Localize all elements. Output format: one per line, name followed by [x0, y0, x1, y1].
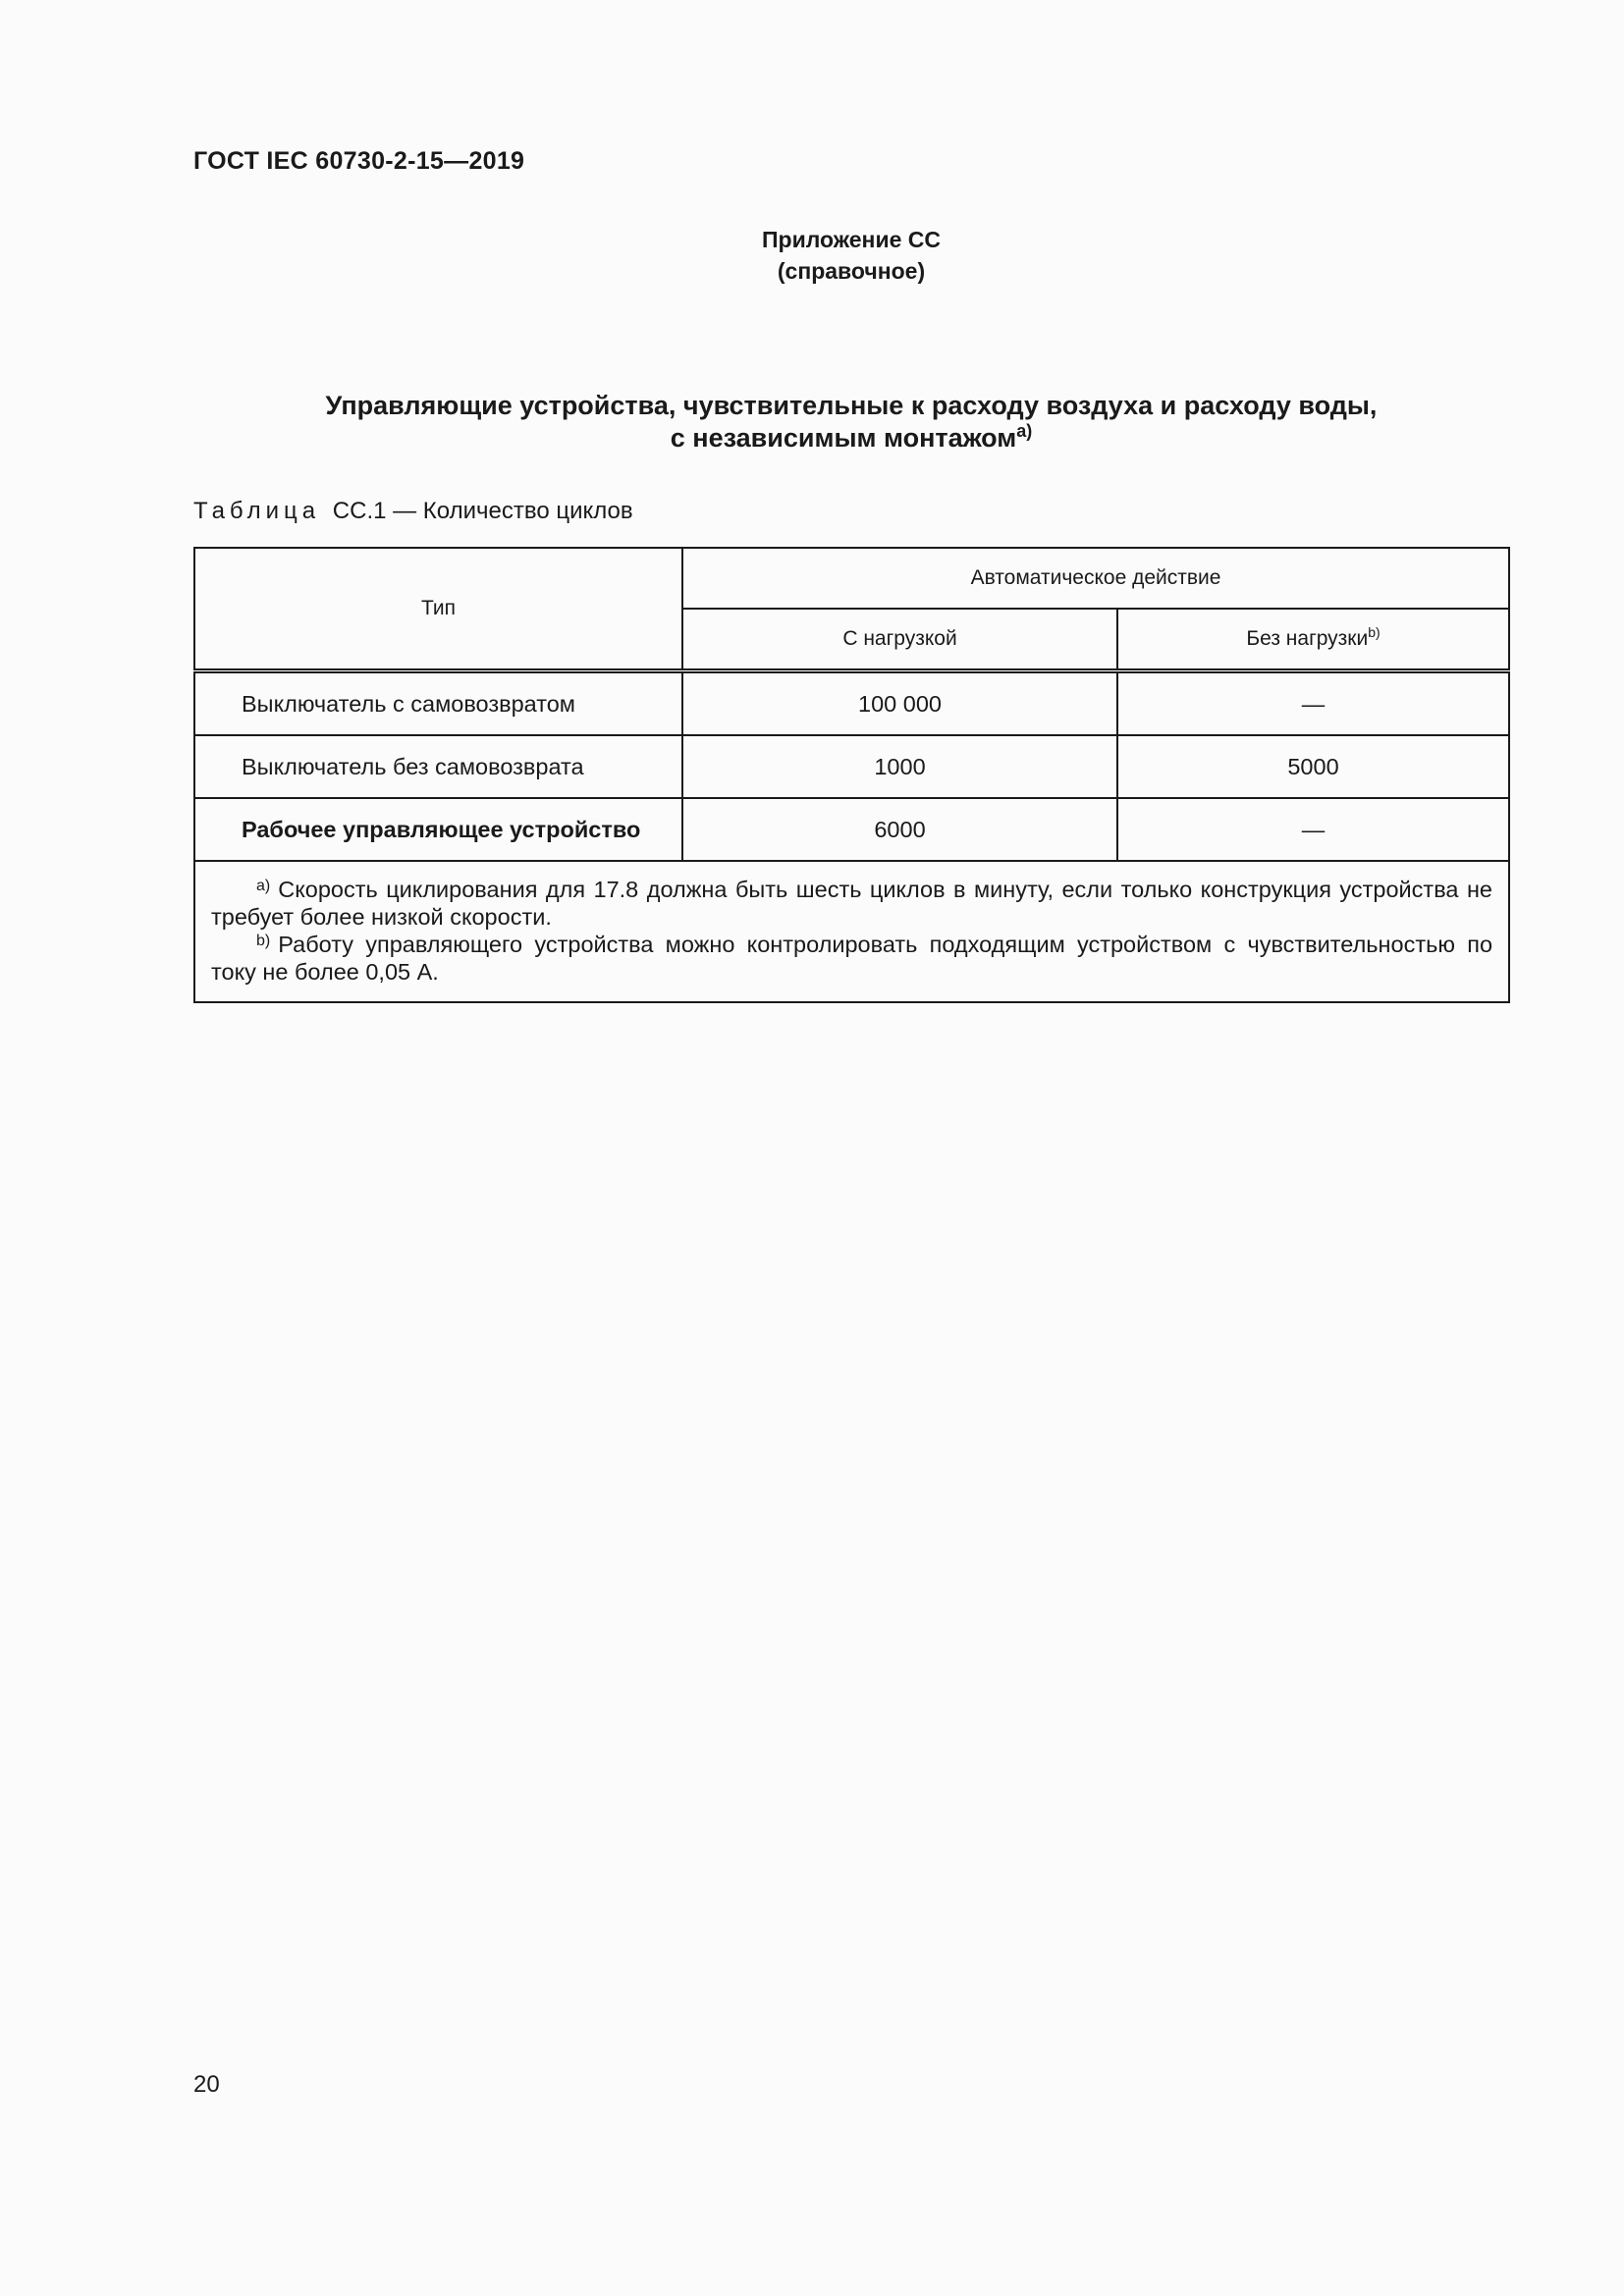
table-note-a-mark: a)	[256, 878, 271, 894]
table-caption	[193, 498, 633, 525]
annex-title	[0, 390, 1624, 454]
header-with-load: С нагрузкой	[682, 609, 1117, 671]
table-row	[194, 671, 1509, 736]
header-without-load-mark: b)	[1368, 624, 1380, 640]
annex-name: Приложение СС	[761, 227, 941, 252]
table-notes	[194, 861, 1509, 1002]
table-note-a	[211, 876, 1492, 931]
table-header-row	[194, 548, 1509, 609]
table-row	[194, 735, 1509, 798]
row-with-load: 1000	[682, 735, 1117, 798]
annex-heading	[0, 224, 1624, 287]
table-caption-text: СС.1 — Количество циклов	[332, 498, 633, 524]
document-code: ГОСТ IEC 60730-2-15—2019	[193, 147, 525, 175]
table-note-b-mark: b)	[256, 933, 271, 949]
header-automatic-action: Автоматическое действие	[682, 548, 1509, 609]
header-without-load-text: Без нагрузки	[1246, 627, 1369, 650]
annex-title-line-2	[0, 422, 1624, 454]
row-type: Выключатель с самовозвратом	[194, 671, 682, 736]
annex-title-footnote-mark: a)	[1016, 421, 1033, 441]
row-with-load: 6000	[682, 798, 1117, 861]
row-without-load: 5000	[1117, 735, 1509, 798]
table-note-b-text: Работу управляющего устройства можно контролировать подходящим устройством с чувствительностью по току не более 0,05 А.	[211, 932, 1493, 985]
header-without-load	[1117, 609, 1509, 671]
table-note-a-text: Скорость циклирования для 17.8 должна быть шесть циклов в минуту, если только конструкция устройства не требует более низкой скорости.	[211, 877, 1493, 930]
row-type: Рабочее управляющее устройство	[194, 798, 682, 861]
table-row	[194, 798, 1509, 861]
cycles-table	[193, 547, 1510, 1003]
row-type: Выключатель без самовозврата	[194, 735, 682, 798]
header-type: Тип	[194, 548, 682, 671]
annex-title-line-1: Управляющие устройства, чувствительные к расходу воздуха и расходу воды,	[325, 391, 1378, 420]
page-number: 20	[193, 2071, 220, 2098]
annex-kind: (справочное)	[777, 258, 926, 284]
annex-title-line-2-text: с независимым монтажом	[670, 423, 1017, 453]
row-with-load: 100 000	[682, 671, 1117, 736]
table-note-b	[211, 931, 1492, 986]
table-caption-prefix: Таблица	[193, 498, 321, 524]
row-without-load: —	[1117, 671, 1509, 736]
table-notes-row	[194, 861, 1509, 1002]
row-without-load: —	[1117, 798, 1509, 861]
